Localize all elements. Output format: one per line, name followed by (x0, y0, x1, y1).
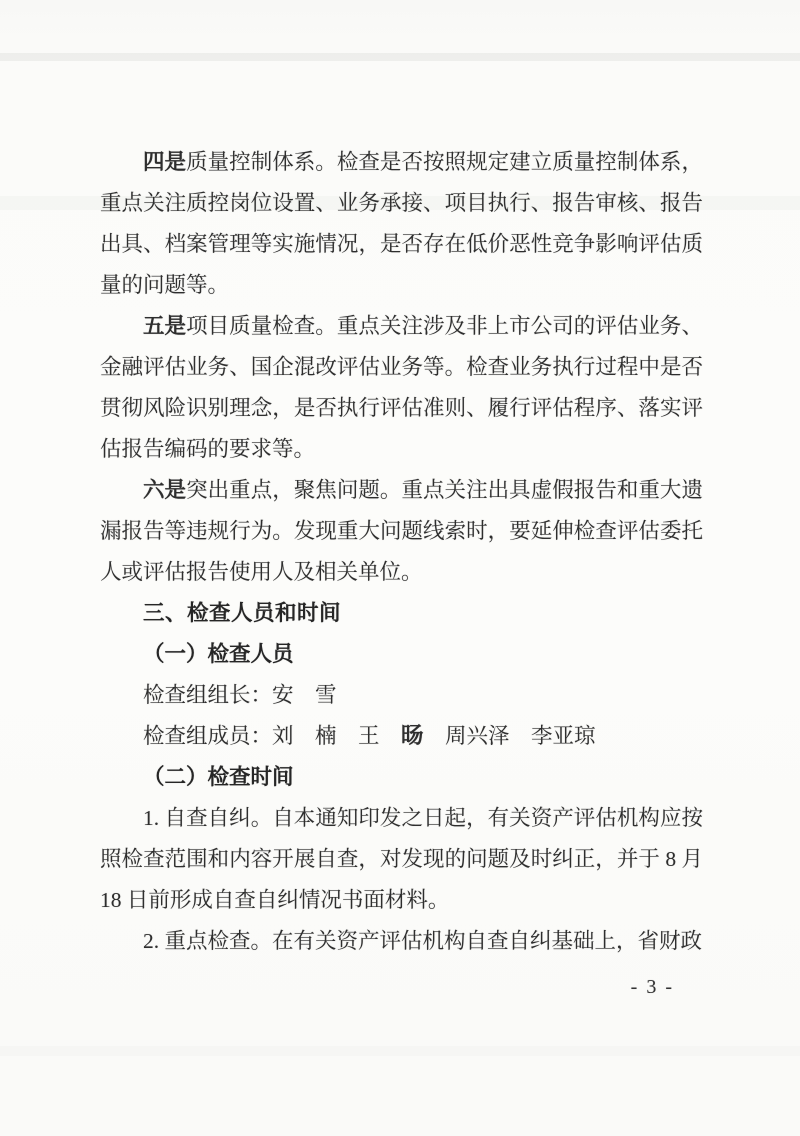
heading-section-three: 三、检查人员和时间 (143, 601, 342, 626)
members-text: 检查组成员：刘 楠 王 (143, 724, 402, 748)
paragraph-project-quality-check (100, 306, 703, 470)
members-text: 周兴泽 李亚琼 (423, 724, 596, 748)
members-substituted-glyph: 旸 (401, 723, 424, 749)
page-number: - 3 - (630, 976, 674, 998)
heading-inspection-personnel: （一）检查人员 (143, 642, 294, 666)
paragraph-text: 突出重点，聚焦问题。重点关注出具虚假报告和重大遗漏报告等违规行为。发现重大问题线索时，要延伸检查评估委托人或评估报告使用人及相关单位。 (100, 478, 703, 584)
line-inspection-team-members (100, 716, 703, 757)
scan-artifact-band (0, 1046, 800, 1056)
paragraph-highlight-focus (100, 470, 703, 593)
paragraph-quality-control-system (100, 142, 703, 306)
paragraph-lead: 五是 (143, 314, 187, 338)
paragraph-text: 质量控制体系。检查是否按照规定建立质量控制体系，重点关注质控岗位设置、业务承接、项目执行、报告审核、报告出具、档案管理等实施情况，是否存在低价恶性竞争影响评估质量的问题等。 (100, 150, 703, 297)
line-inspection-team-leader: 检查组组长：安 雪 (143, 683, 337, 707)
heading-inspection-schedule: （二）检查时间 (143, 765, 294, 789)
paragraph-key-inspection: 2. 重点检查。在有关资产评估机构自查自纠基础上，省财政 (143, 929, 703, 953)
document-body (100, 142, 703, 962)
paragraph-lead: 六是 (143, 478, 187, 502)
scan-artifact-band (0, 53, 800, 61)
paragraph-lead: 四是 (143, 150, 187, 174)
paragraph-text: 项目质量检查。重点关注涉及非上市公司的评估业务、金融评估业务、国企混改评估业务等。检查业务执行过程中是否贯彻风险识别理念，是否执行评估准则、履行评估程序、落实评估报告编码的要求等。 (100, 314, 703, 461)
paragraph-self-inspection: 1. 自查自纠。自本通知印发之日起，有关资产评估机构应按照检查范围和内容开展自查，对发现的问题及时纠正，并于 8 月 18 日前形成自查自纠情况书面材料。 (100, 806, 703, 912)
